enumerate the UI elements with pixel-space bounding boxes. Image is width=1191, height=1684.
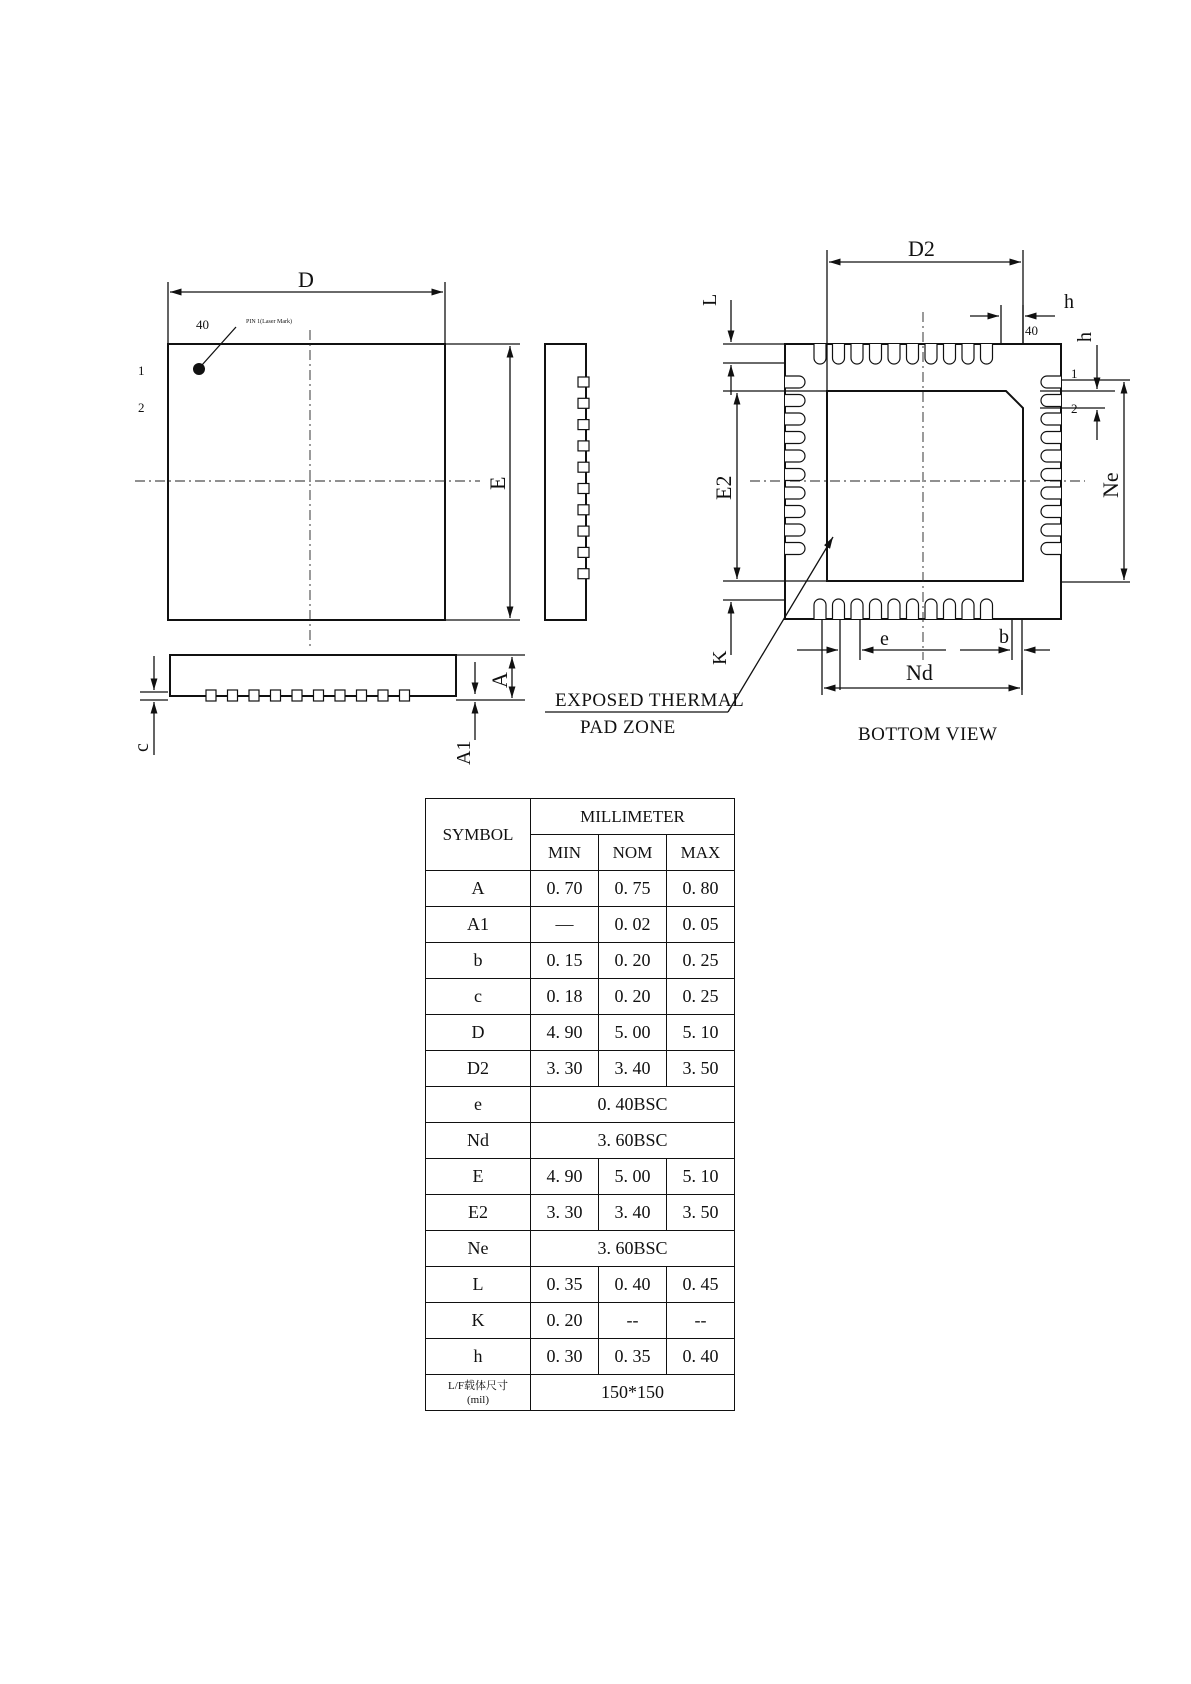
- bottom-view-pad: [833, 599, 845, 619]
- bsc-value-cell: 0. 40BSC: [531, 1087, 735, 1123]
- side-lead: [578, 505, 589, 515]
- min-header: MIN: [531, 835, 599, 871]
- nom-value-cell: 3. 40: [599, 1051, 667, 1087]
- max-value-cell: 0. 40: [667, 1339, 735, 1375]
- symbol-cell: E: [426, 1159, 531, 1195]
- symbol-cell: b: [426, 943, 531, 979]
- max-value-cell: 0. 25: [667, 943, 735, 979]
- bottom-view-pad: [1041, 487, 1061, 499]
- bottom-view-pad: [870, 599, 882, 619]
- bottom-view-pad: [785, 450, 805, 462]
- bottom-view-left-pads: [785, 376, 805, 555]
- bottom-view-pad: [785, 506, 805, 518]
- table-row: [426, 1015, 735, 1051]
- bottom-view-pad: [888, 599, 900, 619]
- min-value-cell: 0. 30: [531, 1339, 599, 1375]
- table-row: [426, 1195, 735, 1231]
- bottom-view-pad: [925, 344, 937, 364]
- symbol-cell: E2: [426, 1195, 531, 1231]
- symbol-cell: A: [426, 871, 531, 907]
- bottom-view-pad: [785, 395, 805, 407]
- symbol-cell: A1: [426, 907, 531, 943]
- symbol-cell: e: [426, 1087, 531, 1123]
- dimension-table-body: [426, 871, 735, 1375]
- table-row: [426, 1339, 735, 1375]
- dim-e-label: E: [485, 476, 510, 490]
- nom-value-cell: 0. 35: [599, 1339, 667, 1375]
- side-lead: [206, 690, 216, 701]
- bottom-view-pad: [814, 599, 826, 619]
- top-pin-2-label: 2: [138, 400, 145, 415]
- bottom-view-pad: [1041, 413, 1061, 425]
- side-lead: [228, 690, 238, 701]
- min-value-cell: 0. 18: [531, 979, 599, 1015]
- side-lead: [400, 690, 410, 701]
- nom-value-cell: 0. 20: [599, 979, 667, 1015]
- exposed-pad-label-line1: EXPOSED THERMAL: [555, 690, 745, 711]
- bottom-view-pad: [1041, 395, 1061, 407]
- side-lead: [578, 526, 589, 536]
- bottom-view-right-pads: [1041, 376, 1061, 555]
- max-header: MAX: [667, 835, 735, 871]
- dim-h-right-label: h: [1074, 332, 1096, 342]
- side-lead: [578, 441, 589, 451]
- symbol-cell: L: [426, 1267, 531, 1303]
- symbol-cell: D2: [426, 1051, 531, 1087]
- min-value-cell: —: [531, 907, 599, 943]
- side-lead: [578, 377, 589, 387]
- dim-a-label: A: [487, 672, 512, 688]
- symbol-header: SYMBOL: [426, 799, 531, 871]
- side-lead: [292, 690, 302, 701]
- max-value-cell: 0. 80: [667, 871, 735, 907]
- nom-value-cell: 0. 20: [599, 943, 667, 979]
- pin1-leader-line: [202, 327, 236, 365]
- bsc-value-cell: 3. 60BSC: [531, 1123, 735, 1159]
- side-lead: [578, 484, 589, 494]
- bottom-pin-1-label: 1: [1071, 366, 1078, 381]
- side-lead: [357, 690, 367, 701]
- bottom-view-pad: [785, 432, 805, 444]
- min-value-cell: 3. 30: [531, 1195, 599, 1231]
- bottom-view-pad: [944, 344, 956, 364]
- top-pin-1-label: 1: [138, 363, 145, 378]
- bottom-view-bottom-pads: [814, 599, 993, 619]
- table-row: [426, 907, 735, 943]
- bottom-view-pad: [1041, 376, 1061, 388]
- top-pin-40-label: 40: [196, 317, 209, 332]
- side-lead: [314, 690, 324, 701]
- nom-value-cell: 5. 00: [599, 1015, 667, 1051]
- nom-value-cell: 0. 75: [599, 871, 667, 907]
- lf-size-label-line2: (mil): [467, 1393, 489, 1406]
- package-outline-drawing: [0, 0, 1191, 770]
- symbol-cell: h: [426, 1339, 531, 1375]
- lf-size-label-line1: L/F载体尺寸: [448, 1379, 508, 1392]
- side-lead: [578, 569, 589, 579]
- bottom-view-pad: [785, 413, 805, 425]
- min-value-cell: 0. 20: [531, 1303, 599, 1339]
- min-value-cell: 0. 70: [531, 871, 599, 907]
- side-lead: [578, 398, 589, 408]
- min-value-cell: 0. 35: [531, 1267, 599, 1303]
- bottom-view-pad: [962, 599, 974, 619]
- bottom-view-pad: [944, 599, 956, 619]
- dim-e2-label: E2: [711, 475, 736, 500]
- side-view-lead-row: [578, 377, 589, 579]
- max-value-cell: 5. 10: [667, 1015, 735, 1051]
- right-side-view: [545, 344, 589, 620]
- dim-l-label: L: [699, 293, 721, 306]
- table-row: [426, 1231, 735, 1267]
- dim-d2-label: D2: [908, 236, 935, 261]
- bottom-view-pad: [814, 344, 826, 364]
- dim-ne-label: Ne: [1098, 472, 1123, 498]
- bottom-view-pad: [1041, 450, 1061, 462]
- dim-h-top-label: h: [1064, 291, 1074, 313]
- min-value-cell: 4. 90: [531, 1015, 599, 1051]
- table-row: [426, 1051, 735, 1087]
- side-lead: [271, 690, 281, 701]
- bottom-view-top-pads: [814, 344, 993, 364]
- top-view-body-outline: [168, 344, 445, 620]
- bottom-view-pad: [962, 344, 974, 364]
- dim-c-label: c: [131, 743, 153, 752]
- lf-size-row: [426, 1375, 735, 1411]
- bsc-value-cell: 3. 60BSC: [531, 1231, 735, 1267]
- exposed-thermal-pad: [827, 391, 1023, 581]
- bottom-view-pad: [1041, 432, 1061, 444]
- table-row: [426, 1303, 735, 1339]
- bottom-view-pad: [981, 344, 993, 364]
- symbol-cell: c: [426, 979, 531, 1015]
- exposed-pad-leader-line: [728, 537, 833, 712]
- bottom-view-pad: [981, 599, 993, 619]
- table-row: [426, 979, 735, 1015]
- nom-header: NOM: [599, 835, 667, 871]
- nom-value-cell: 0. 40: [599, 1267, 667, 1303]
- min-value-cell: 3. 30: [531, 1051, 599, 1087]
- max-value-cell: 0. 25: [667, 979, 735, 1015]
- bottom-view-pad: [785, 543, 805, 555]
- dim-d-label: D: [298, 267, 314, 292]
- bottom-view-pad: [907, 599, 919, 619]
- bottom-view-pad: [785, 487, 805, 499]
- table-row: [426, 1159, 735, 1195]
- bottom-view-pad: [925, 599, 937, 619]
- dim-b-label: b: [999, 626, 1009, 648]
- bottom-view-pad: [907, 344, 919, 364]
- front-side-view: [131, 655, 525, 765]
- side-lead: [335, 690, 345, 701]
- pin1-laser-mark-dot: [193, 363, 205, 375]
- table-row: [426, 1087, 735, 1123]
- symbol-cell: D: [426, 1015, 531, 1051]
- nom-value-cell: 3. 40: [599, 1195, 667, 1231]
- side-lead: [578, 420, 589, 430]
- bottom-view: [545, 236, 1130, 745]
- bottom-view-caption: BOTTOM VIEW: [858, 724, 998, 745]
- bottom-view-pad: [785, 469, 805, 481]
- top-view: [135, 267, 520, 650]
- symbol-cell: Ne: [426, 1231, 531, 1267]
- max-value-cell: 0. 05: [667, 907, 735, 943]
- bottom-view-pad: [1041, 506, 1061, 518]
- max-value-cell: 3. 50: [667, 1195, 735, 1231]
- max-value-cell: 3. 50: [667, 1051, 735, 1087]
- dim-k-label: K: [709, 650, 731, 665]
- nom-value-cell: --: [599, 1303, 667, 1339]
- bottom-view-pad: [870, 344, 882, 364]
- bottom-view-pad: [833, 344, 845, 364]
- bottom-view-pad: [1041, 524, 1061, 536]
- bottom-view-pad: [785, 376, 805, 388]
- nom-value-cell: 0. 02: [599, 907, 667, 943]
- dim-a1-label: A1: [453, 740, 475, 765]
- pin1-mark-label: PIN 1(Laser Mark): [246, 319, 292, 325]
- table-row: [426, 1267, 735, 1303]
- max-value-cell: 0. 45: [667, 1267, 735, 1303]
- table-row: [426, 943, 735, 979]
- bottom-view-pad: [888, 344, 900, 364]
- exposed-pad-label-line2: PAD ZONE: [580, 717, 676, 738]
- lf-size-label: [426, 1375, 531, 1411]
- symbol-cell: K: [426, 1303, 531, 1339]
- side-lead: [249, 690, 259, 701]
- bottom-view-pad: [851, 344, 863, 364]
- dim-nd-label: Nd: [906, 660, 933, 685]
- side-lead: [578, 547, 589, 557]
- max-value-cell: --: [667, 1303, 735, 1339]
- side-lead: [578, 462, 589, 472]
- lf-size-value: 150*150: [531, 1375, 735, 1411]
- millimeter-header: MILLIMETER: [531, 799, 735, 835]
- max-value-cell: 5. 10: [667, 1159, 735, 1195]
- min-value-cell: 4. 90: [531, 1159, 599, 1195]
- bottom-pin-40-label: 40: [1025, 323, 1038, 338]
- bottom-pin-2-label: 2: [1071, 401, 1078, 416]
- bottom-view-pad: [1041, 469, 1061, 481]
- table-row: [426, 871, 735, 907]
- side-lead: [378, 690, 388, 701]
- bottom-view-pad: [1041, 543, 1061, 555]
- dim-e-pitch-label: e: [880, 628, 889, 650]
- table-row: [426, 1123, 735, 1159]
- symbol-cell: Nd: [426, 1123, 531, 1159]
- bottom-view-pad: [785, 524, 805, 536]
- dimension-table: [425, 798, 735, 1411]
- bottom-view-pad: [851, 599, 863, 619]
- min-value-cell: 0. 15: [531, 943, 599, 979]
- nom-value-cell: 5. 00: [599, 1159, 667, 1195]
